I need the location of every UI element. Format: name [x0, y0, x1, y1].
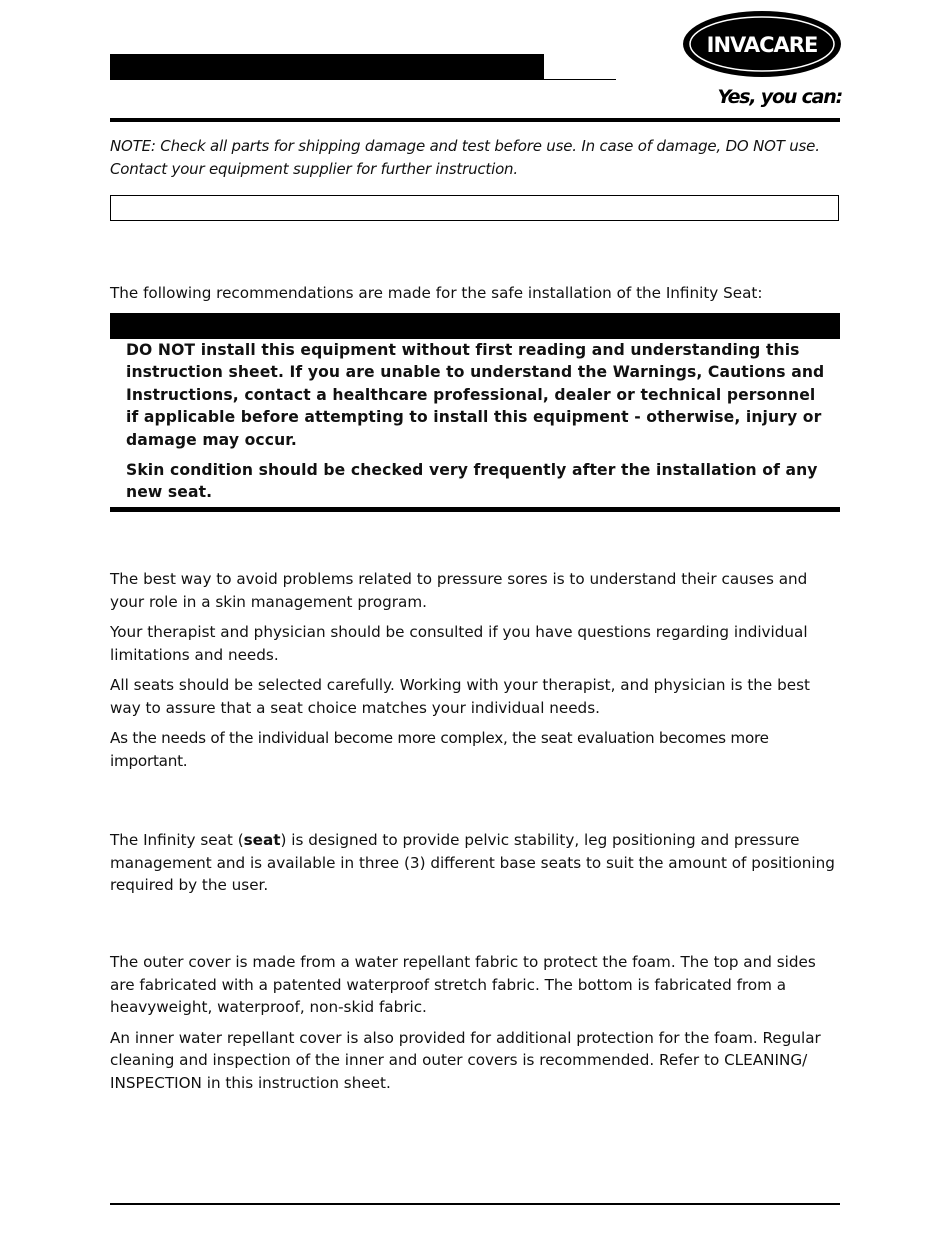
text-run: ) is designed to provide pelvic stability, leg positioning and pressure management and is available in three (3) different base seats to suit the amount of positioning required by the user. [110, 831, 835, 894]
paragraph [110, 829, 840, 897]
text-run: The Infinity seat ( [110, 831, 244, 849]
seat-description-section [110, 829, 840, 905]
footer-rule [110, 1203, 840, 1205]
tagline: Yes, you can: [717, 86, 842, 108]
empty-box [110, 195, 839, 221]
warning-rule [110, 507, 840, 512]
warning-bar [110, 313, 840, 339]
title-underline [544, 79, 616, 80]
pressure-sores-section [110, 568, 840, 780]
paragraph: Your therapist and physician should be consulted if you have questions regarding individual limitations and needs. [110, 623, 808, 664]
seat-bold: seat [243, 831, 281, 849]
warning-paragraph: DO NOT install this equipment without first reading and understanding this instruction sheet. If you are unable to understand the Warnings, Cautions and Instructions, contact a healthcare professional, dealer or technical personnel if applicable before attempting to install this equipment - otherwise, injury or damage may occur. [126, 341, 825, 449]
paragraph: The best way to avoid problems related to pressure sores is to understand their causes and your role in a skin management program. [110, 570, 808, 611]
paragraph: An inner water repellant cover is also provided for additional protection for the foam. Regular cleaning and inspection of the inner and outer covers is recommended. Refer to CLEANING/ INSPECTION in this instruction sheet. [110, 1028, 821, 1092]
paragraph: The outer cover is made from a water repellant fabric to protect the foam. The top and sides are fabricated with a patented waterproof stretch fabric. The bottom is fabricated from a heavyweight, waterproof, non-skid fabric. [110, 953, 816, 1016]
title-bar [110, 54, 544, 80]
intro-text: The following recommendations are made for the safe installation of the Infinity Seat: [110, 284, 763, 302]
paragraph: All seats should be selected carefully. Working with your therapist, and physician is the best way to assure that a seat choice matches your individual needs. [110, 676, 810, 717]
header-rule [110, 118, 840, 122]
invacare-logo [682, 10, 842, 78]
cover-section [110, 951, 840, 1102]
paragraph: As the needs of the individual become more complex, the seat evaluation becomes more important. [110, 729, 769, 770]
warning-paragraph: Skin condition should be checked very frequently after the installation of any new seat. [126, 461, 818, 502]
brand-name: INVACARE [706, 33, 818, 57]
warning-body [126, 339, 826, 512]
shipping-note: NOTE: Check all parts for shipping damage and test before use. In case of damage, DO NOT use. Contact your equipment supplier for further instruction. [110, 137, 820, 178]
